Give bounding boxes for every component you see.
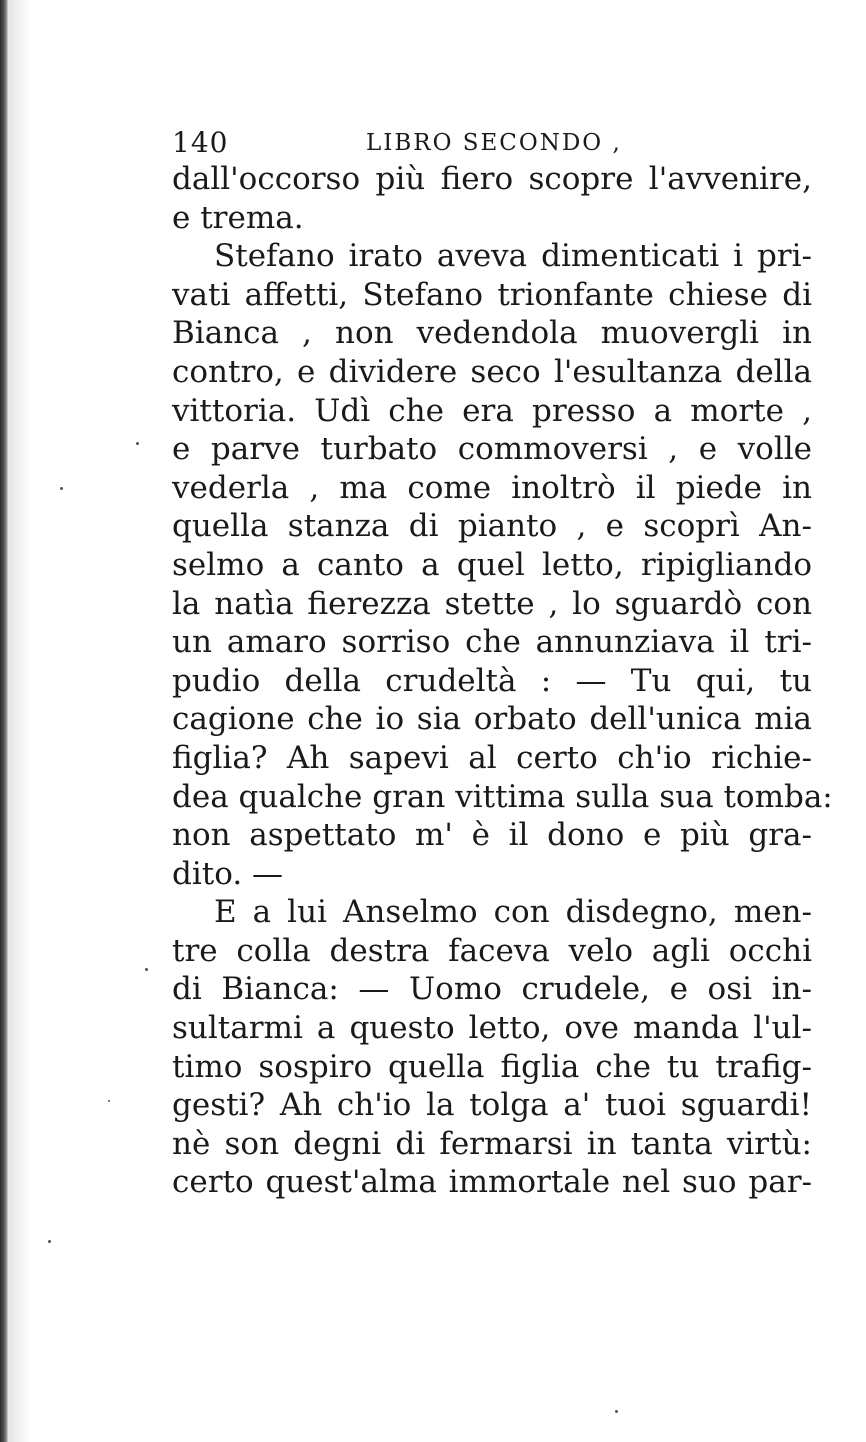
scan-speck: [136, 442, 139, 445]
text-line: E a lui Anselmo con disdegno, men-: [214, 894, 812, 931]
text-line: sultarmi a questo letto, ove manda l'ul-: [172, 1010, 812, 1047]
text-line: nè son degni di fermarsi in tanta virtù:: [172, 1125, 812, 1162]
text-line: di Bianca: — Uomo crudele, e osi in-: [172, 971, 812, 1008]
text-line: gesti? Ah ch'io la tolga a' tuoi sguardi!: [172, 1087, 812, 1124]
text-line: cagione che io sia orbato dell'unica mia: [172, 701, 812, 738]
text-line: e trema.: [172, 199, 304, 236]
text-line: dea qualche gran vittima sulla sua tomba:: [172, 778, 833, 815]
body-text: [172, 160, 833, 1202]
scan-speck: [48, 1240, 51, 1243]
text-line: quella stanza di pianto , e scoprì An-: [172, 508, 812, 545]
text-line: tre colla destra faceva velo agli occhi: [172, 932, 812, 969]
text-line: dall'occorso più fiero scopre l'avvenire,: [172, 161, 812, 197]
text-line: la natìa fierezza stette , lo sguardò con: [172, 585, 812, 622]
text-line: Stefano irato aveva dimenticati i pri-: [214, 238, 812, 275]
scan-speck: [615, 1410, 618, 1413]
text-line: e parve turbato commoversi , e volle: [172, 431, 812, 468]
binding-shadow: [9, 0, 31, 1442]
text-line: un amaro sorriso che annunziava il tri-: [172, 624, 812, 661]
text-line: certo quest'alma immortale nel suo par-: [172, 1164, 812, 1201]
text-line: vati affetti, Stefano trionfante chiese di: [172, 276, 812, 313]
page-number: 140: [172, 126, 229, 159]
text-line: contro, e dividere seco l'esultanza della: [172, 353, 812, 390]
running-title: LIBRO SECONDO ,: [366, 130, 622, 156]
text-line: vittoria. Udì che era presso a morte ,: [172, 392, 812, 429]
scan-speck: [60, 487, 63, 490]
text-line: pudio della crudeltà : — Tu qui, tu: [172, 662, 812, 699]
text-line: selmo a canto a quel letto, ripigliando: [172, 546, 812, 583]
scan-speck: [108, 1100, 110, 1102]
text-line: figlia? Ah sapevi al certo ch'io richie-: [172, 739, 812, 776]
text-line: non aspettato m' è il dono e più gra-: [172, 817, 812, 854]
text-line: dito. —: [172, 855, 284, 892]
binding-edge: [0, 0, 9, 1442]
text-line: Bianca , non vedendola muovergli in: [172, 315, 812, 352]
text-line: timo sospiro quella figlia che tu trafig-: [172, 1048, 812, 1085]
text-line: vederla , ma come inoltrò il piede in: [172, 469, 812, 506]
scan-speck: [145, 968, 148, 971]
page-header: [172, 126, 812, 162]
